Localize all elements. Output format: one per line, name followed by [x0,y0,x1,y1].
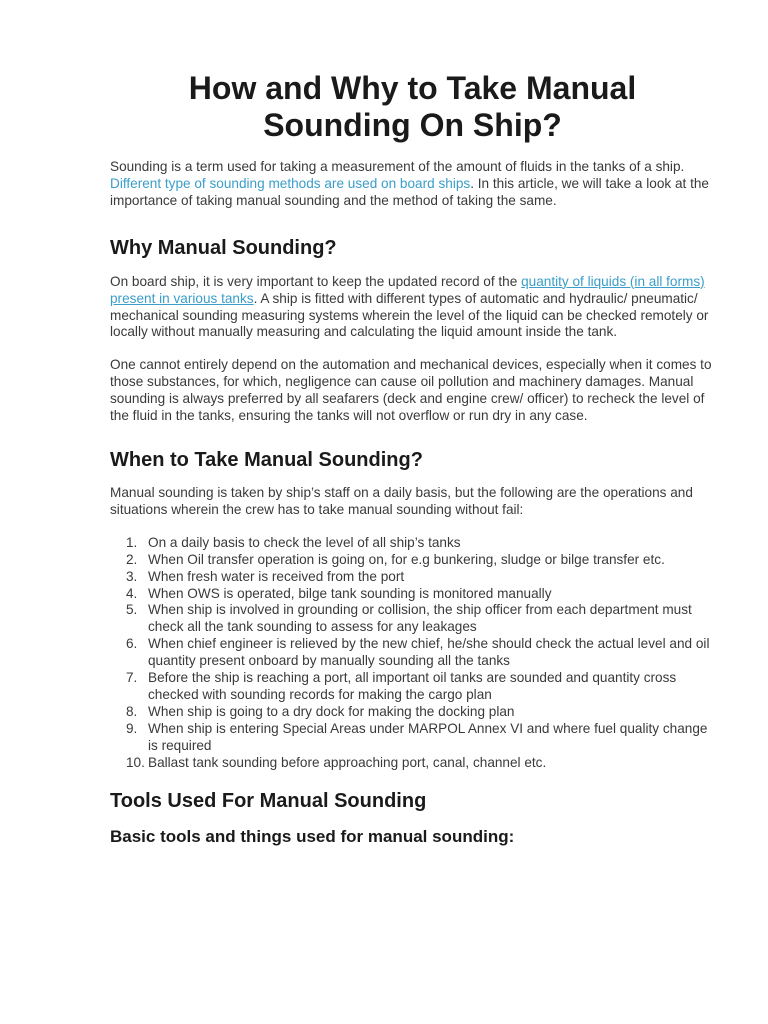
list-item-text: Ballast tank sounding before approaching port, canal, channel etc. [148,754,547,770]
list-item-number: 5. [126,602,138,618]
when-intro-paragraph: Manual sounding is taken by ship’s staff on a daily basis, but the following are the operations and situations wherein the crew has to take manual sounding without fail: [110,484,693,517]
list-item-number: 3. [126,568,138,584]
list-item-text: When fresh water is received from the port [148,568,405,584]
list-item-text: When ship is entering Special Areas under MARPOL Annex VI and where fuel quality change is required [148,720,708,753]
list-item [110,552,715,569]
list-item [110,670,715,704]
operations-list [110,535,715,772]
why-heading: Why Manual Sounding? [110,236,337,259]
list-item [110,755,715,772]
list-item-number: 7. [126,670,138,686]
tools-subheading: Basic tools and things used for manual sounding: [110,827,515,847]
document-page [110,70,715,847]
list-item-text: When Oil transfer operation is going on, for e.g bunkering, sludge or bilge transfer etc. [148,551,665,567]
intro-text-end: . In this article, we will take a look at the importance of taking manual sounding and the method of taking the same. [110,175,709,208]
list-item [110,721,715,755]
list-item-number: 8. [126,703,138,719]
list-item [110,602,715,636]
list-item-text: When chief engineer is relieved by the new chief, he/she should check the actual level and oil quantity present onboard by manually sounding all the tanks [148,636,710,669]
list-item-text: On a daily basis to check the level of all ship’s tanks [148,534,461,550]
why-text-end: . A ship is fitted with different types of automatic and hydraulic/ pneumatic/ mechanical sounding measuring systems wherein the level of the liquid can be checked remotely or locally without manually measuring and calculating the liquid amount inside the tank. [110,290,709,340]
why-paragraph-2: One cannot entirely depend on the automation and mechanical devices, especially when it comes to those substances, for which, negligence can cause oil pollution and machinery damages. Manual sounding is always preferred by all seafarers (deck and engine crew/ officer) to recheck the level of the fluid in the tanks, ensuring the tanks will not overflow or run dry in any case. [110,357,712,424]
why-paragraph-1 [110,274,715,342]
list-item [110,535,715,552]
list-item-number: 4. [126,585,138,601]
page-title: How and Why to Take Manual Sounding On Ship? [188,70,637,143]
list-item [110,569,715,586]
list-item-text: When ship is going to a dry dock for making the docking plan [148,703,515,719]
list-item-number: 6. [126,636,138,652]
list-item [110,636,715,670]
liquid-quantity-link[interactable]: quantity of liquids (in all forms) present in various tanks [110,273,705,306]
sounding-methods-link[interactable]: Different type of sounding methods are used on board ships [110,175,471,191]
list-item-number: 9. [126,720,138,736]
list-item-number: 10. [126,754,145,770]
list-item-number: 1. [126,534,138,550]
why-text-start: On board ship, it is very important to keep the updated record of the [110,273,522,289]
list-item [110,704,715,721]
tools-heading: Tools Used For Manual Sounding [110,790,427,813]
list-item-number: 2. [126,551,138,567]
list-item-text: Before the ship is reaching a port, all important oil tanks are sounded and quantity cross checked with sounding records for making the cargo plan [148,670,677,702]
when-heading: When to Take Manual Sounding? [110,448,423,471]
intro-paragraph [110,159,715,210]
list-item-text: When ship is involved in grounding or collision, the ship officer from each department must check all the tank sounding to assess for any leakages [148,602,692,635]
list-item [110,586,715,603]
list-item-text: When OWS is operated, bilge tank sounding is monitored manually [148,585,552,601]
intro-text-start: Sounding is a term used for taking a measurement of the amount of fluids in the tanks of a ship. [110,159,685,174]
